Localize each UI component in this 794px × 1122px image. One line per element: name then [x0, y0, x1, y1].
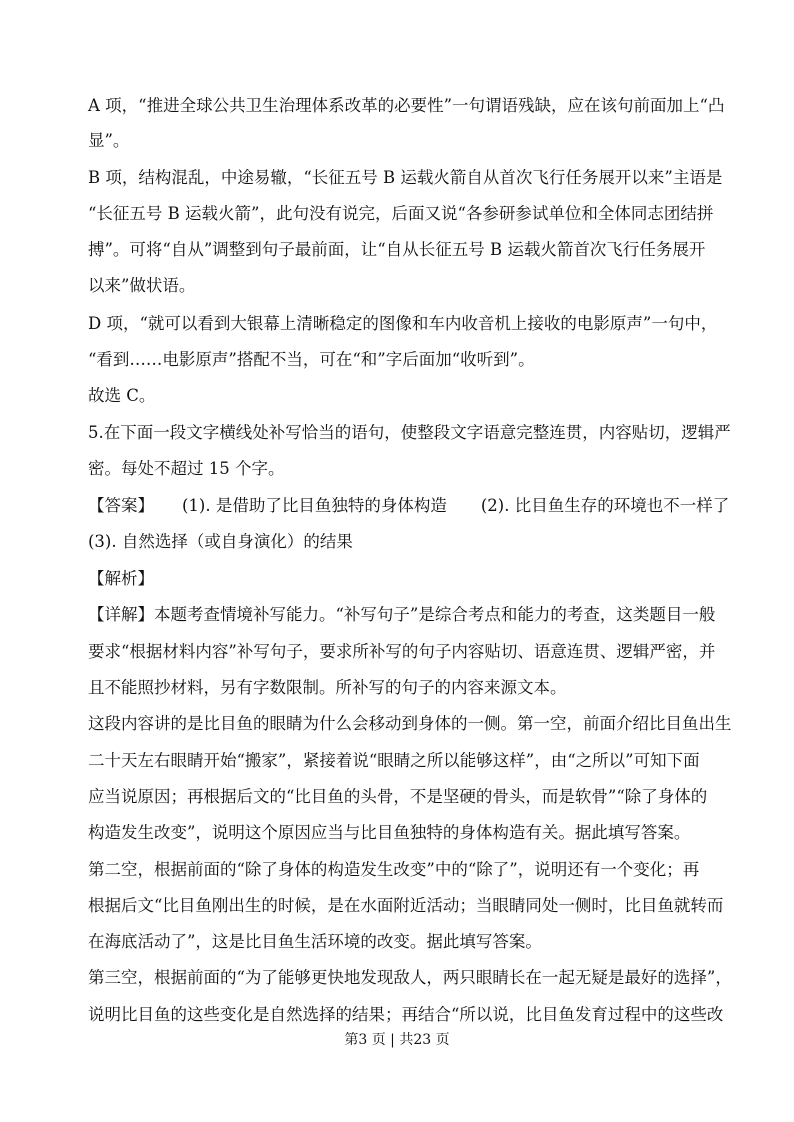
- detail-line: 构造发生改变”，说明这个原因应当与比目鱼独特的身体构造有关。据此填写答案。: [88, 823, 691, 842]
- text-line: D 项，“就可以看到大银幕上清晰稳定的图像和车内收音机上接收的电影原声”一句中，: [88, 314, 718, 333]
- answer-item-2: (2). 比目鱼生存的环境也不一样了: [480, 496, 730, 515]
- question-line: 密。每处不超过 15 个字。: [88, 459, 285, 478]
- question-line: 5.在下面一段文字横线处补写恰当的语句，使整段文字语意完整连贯，内容贴切，逻辑严: [88, 423, 731, 442]
- detail-line: 第二空，根据前面的“除了身体的构造发生改变”中的“除了”，说明还有一个变化；再: [88, 860, 700, 879]
- text-line: A 项，“推进全球公共卫生治理体系改革的必要性”一句谓语残缺，应在该句前面加上“凸: [88, 96, 725, 115]
- text-line: 显”。: [88, 131, 130, 150]
- page-footer: 第3 页 | 共23 页: [344, 1032, 450, 1048]
- detail-line: 应当说原因；再根据后文的“比目鱼的头骨，不是坚硬的骨头，而是软骨”“除了身体的: [88, 787, 708, 806]
- detail-line: 说明比目鱼的这些变化是自然选择的结果；再结合“所以说，比目鱼发育过程中的这些改: [88, 1005, 724, 1024]
- answer-line: [88, 496, 729, 516]
- text-line: B 项，结构混乱，中途易辙，“长征五号 B 运载火箭自从首次飞行任务展开以来”主语是: [88, 168, 723, 187]
- detail-line: 二十天左右眼睛开始“搬家”，紧接着说“眼睛之所以能够这样”，由“之所以”可知下面: [88, 751, 700, 770]
- text-line: 故选 C。: [88, 386, 156, 405]
- answer-item-3: (3). 自然选择（或自身演化）的结果: [88, 532, 353, 551]
- text-line: 搏”。可将“自从”调整到句子最前面，让“自从长征五号 B 运载火箭首次飞行任务展开: [88, 240, 706, 259]
- text-line: “长征五号 B 运载火箭”，此句没有说完，后面又说“各参研参试单位和全体同志团结拼: [88, 204, 714, 223]
- detail-line: 【详解】本题考查情境补写能力。“补写句子”是综合考点和能力的考查，这类题目一般: [88, 605, 716, 624]
- detail-line: 要求“根据材料内容”补写句子，要求所补写的句子内容贴切、语意连贯、逻辑严密，并: [88, 642, 716, 661]
- detail-line: 根据后文“比目鱼刚出生的时候，是在水面附近活动；当眼睛同处一侧时，比目鱼就转而: [88, 896, 724, 915]
- detail-line: 第三空，根据前面的“为了能够更快地发现敌人，两只眼睛长在一起无疑是最好的选择”，: [88, 968, 732, 987]
- detail-line: 且不能照抄材料，另有字数限制。所补写的句子的内容来源文本。: [88, 678, 567, 697]
- text-line: 以来”做状语。: [88, 276, 196, 295]
- detail-line: 在海底活动了”，这是比目鱼生活环境的改变。据此填写答案。: [88, 932, 542, 951]
- text-line: “看到……电影原声”搭配不当，可在“和”字后面加“收听到”。: [88, 350, 535, 369]
- analysis-label: 【解析】: [88, 569, 154, 588]
- answer-item-1: (1). 是借助了比目鱼独特的身体构造: [182, 496, 447, 515]
- answer-label: 【答案】: [88, 496, 154, 515]
- detail-line: 这段内容讲的是比目鱼的眼睛为什么会移动到身体的一侧。第一空，前面介绍比目鱼出生: [88, 714, 732, 733]
